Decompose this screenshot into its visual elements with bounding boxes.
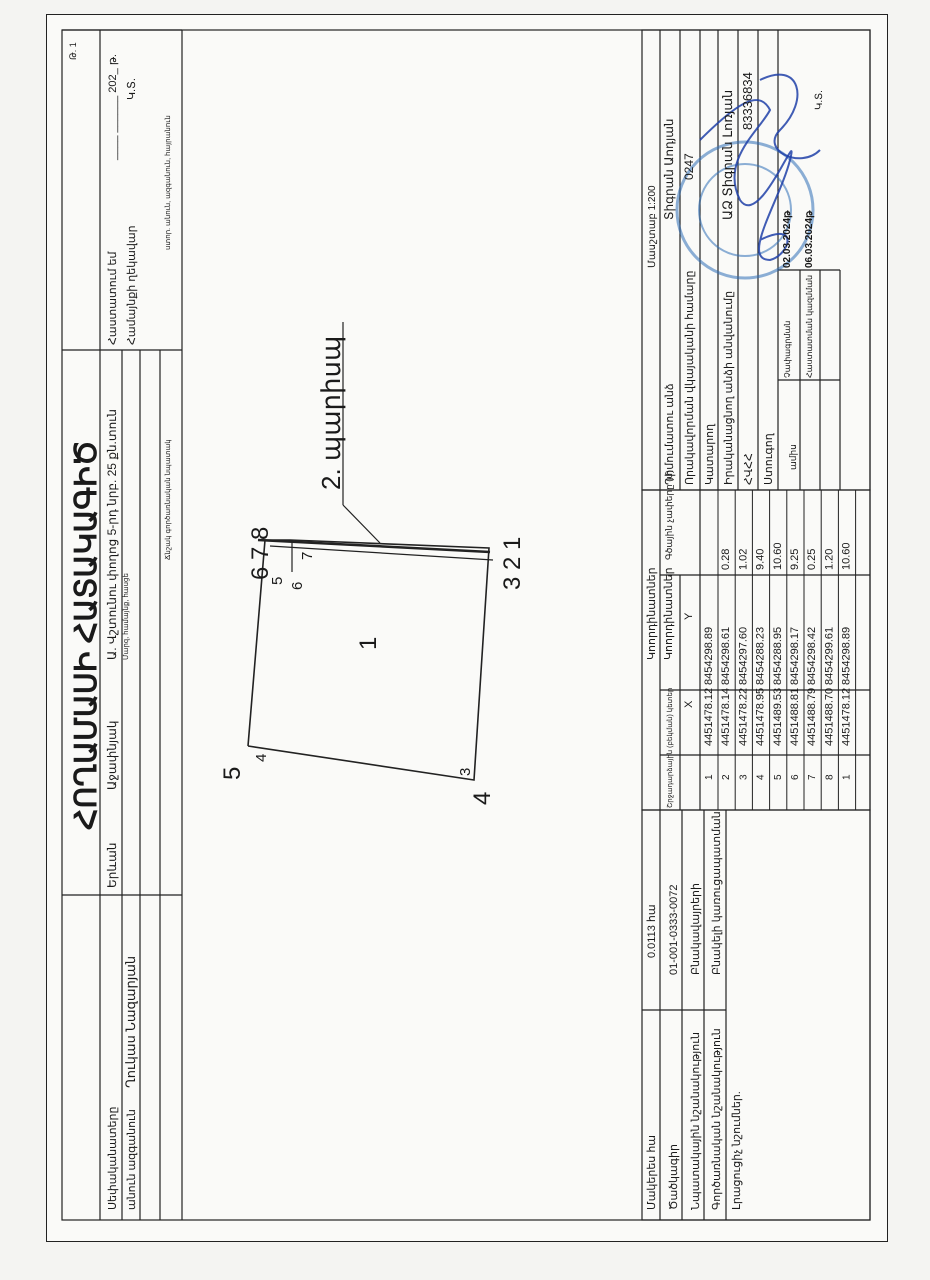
- purpose-value: Բնակավայրերի: [690, 883, 702, 975]
- parcel-outline: [248, 540, 489, 780]
- coord-x-4: 4451489.53: [771, 687, 784, 746]
- neighbor-label: 2. պարիսպ: [316, 335, 346, 490]
- date-issue-value: 06.03.2024թ: [804, 210, 815, 268]
- coord-x-2: 4451478.22: [737, 687, 750, 746]
- code-label: Ծածկագիր: [668, 1144, 680, 1210]
- coord-x-8: 4451478.12: [840, 687, 853, 746]
- area-label: Մակերես հա: [646, 1134, 658, 1210]
- page-title: ՀՈՂԱՄԱՍԻ ՀԱՏԱԿԱԳԻԾ: [70, 440, 103, 830]
- point-label-7: 7: [247, 546, 274, 560]
- inner-label-1: 3: [457, 767, 474, 776]
- col-point: Շրջադարձային (բեկման) կետեր: [667, 687, 674, 808]
- coord-point-1: 2: [721, 774, 733, 780]
- func-value: Բնակելի կառուցապատման: [711, 811, 723, 975]
- scale-label: Մասշտաբ 1:200: [647, 185, 658, 268]
- func-label: Գործառնական նշանակություն: [711, 1028, 723, 1210]
- date-check-label: Չափագրման: [783, 320, 792, 378]
- approval-seal-abbr: Կ.Տ.: [126, 78, 138, 100]
- check-label: Ստուգող: [763, 433, 775, 485]
- col-length: Գծային չափերը (մ): [664, 470, 674, 560]
- coordinates-header: Կոորդինատներ: [663, 567, 675, 660]
- leader-line: [343, 505, 380, 543]
- area-value: 0.0113 հա: [646, 904, 658, 958]
- coord-y-8: 8454298.89: [840, 626, 853, 685]
- coord-len-5: 9.25: [789, 548, 801, 570]
- license-value: 0247: [682, 153, 696, 180]
- coord-y-0: 8454298.89: [703, 626, 715, 685]
- coord-point-7: 8: [824, 774, 836, 780]
- coord-y-2: 8454297.60: [737, 626, 750, 685]
- date-label: ամիս: [788, 444, 798, 470]
- exec-name-label: Իրականացնող անձի անվանումը: [723, 290, 735, 485]
- coord-point-6: 7: [807, 774, 819, 780]
- point-label-6: 6: [247, 566, 274, 580]
- coord-point-5: 6: [790, 774, 801, 780]
- head-label: Համայնքի ղեկավար: [126, 225, 138, 345]
- inner-label-3: 6: [289, 581, 306, 590]
- coord-point-2: 3: [738, 774, 750, 780]
- coord-len-4: 10.60: [771, 542, 784, 570]
- inner-label-4: 7: [299, 551, 316, 560]
- exec-name-value: ԱՁ Տիգրան Լոռյան: [720, 89, 735, 220]
- stamp-frame: [642, 30, 870, 490]
- coord-point-0: 1: [704, 774, 715, 780]
- applicant-value: Տիգրան Աոդյան: [662, 118, 676, 220]
- coord-len-6: 0.25: [806, 548, 819, 570]
- point-label-2: 2: [499, 556, 526, 570]
- coord-len-7: 1.20: [823, 548, 836, 570]
- applicant-label: Դիմումատու անձ: [664, 383, 676, 485]
- city-label: Երևան: [105, 842, 119, 888]
- coord-x-3: 4451478.95: [754, 687, 767, 746]
- parcel-number: 1: [355, 636, 382, 650]
- coord-point-8: 1: [841, 774, 853, 780]
- owner-name: Ղուկաս Նազարյան: [123, 955, 138, 1088]
- coord-y-1: 8454298.61: [720, 626, 733, 685]
- address-label: Ա. Վշտունու փողոց 5-րդ նրբ. 25 քն.տուն: [105, 408, 119, 660]
- license-label: Որակավորման վկայականի համարը: [684, 270, 696, 485]
- coord-x-1: 4451478.14: [720, 687, 733, 746]
- page-number: Թ. 1: [68, 42, 78, 60]
- approved-label: Հաստատում եմ: [107, 251, 119, 345]
- point-label-8: 8: [247, 526, 274, 540]
- date-check-value: 02.03.2024թ: [782, 210, 793, 268]
- coord-y-6: 8454298.42: [806, 626, 819, 685]
- code-value: 01-001-0333-0072: [668, 884, 680, 975]
- functional-hint: Ճնշակ գործառնական նպատակ: [165, 439, 172, 560]
- point-label-1: 1: [499, 536, 526, 550]
- sign-hint: ստոր. անուն, ազգանուն, հայրանուն: [165, 115, 172, 250]
- coord-len-8: 10.60: [840, 542, 853, 570]
- stamp-seal-abbr: Կ.Տ.: [814, 90, 825, 110]
- col-y: Y: [683, 612, 695, 620]
- col-x: X: [683, 700, 695, 708]
- coordinates-title: Կոորդինատներ: [646, 567, 658, 660]
- coord-y-5: 8454298.17: [789, 626, 801, 685]
- coord-point-3: 4: [755, 774, 767, 780]
- coord-x-6: 4451488.79: [806, 687, 819, 746]
- coord-point-4: 5: [772, 774, 784, 780]
- point-label-3: 3: [499, 576, 526, 590]
- hvhh-value: 83336834: [740, 72, 755, 130]
- coord-len-3: 9.40: [754, 548, 767, 570]
- coord-y-3: 8454288.23: [754, 626, 767, 685]
- coord-len-1: 0.28: [720, 548, 733, 570]
- hvhh-label: ՀՎՀՀ: [743, 453, 755, 485]
- executor-label: Կատարող: [704, 423, 716, 485]
- point-label-5: 5: [219, 766, 246, 780]
- date-issue-label: Հաստատման կազմման: [805, 274, 814, 378]
- coord-x-0: 4451478.12: [703, 687, 715, 746]
- address-hint: Մարզ, համայնք, հասցե: [123, 573, 130, 660]
- note-label: Լրացուցիչ նշումներ.: [731, 1091, 743, 1210]
- owner-name-label: անուն ազգանուն: [126, 1109, 138, 1210]
- coord-x-7: 4451488.70: [823, 687, 836, 746]
- district-label: Աջափնյակ: [105, 720, 119, 790]
- purpose-label: Նպատակային նշանակություն: [690, 1032, 702, 1210]
- coord-y-7: 8454299.61: [823, 626, 836, 685]
- inner-frame: [62, 30, 870, 1220]
- point-label-4: 4: [469, 791, 496, 805]
- owner-label: Սեփականատերը: [107, 1106, 119, 1210]
- coord-len-2: 1.02: [737, 548, 750, 570]
- coord-y-4: 8454288.95: [771, 626, 784, 685]
- parcel-drawing: [248, 322, 493, 780]
- inner-label-2: 5: [269, 576, 286, 585]
- coord-x-5: 4451488.81: [789, 687, 801, 746]
- date-blank: ____ ______ 202_ թ.: [107, 54, 119, 160]
- inner-label-0: 4: [253, 753, 270, 762]
